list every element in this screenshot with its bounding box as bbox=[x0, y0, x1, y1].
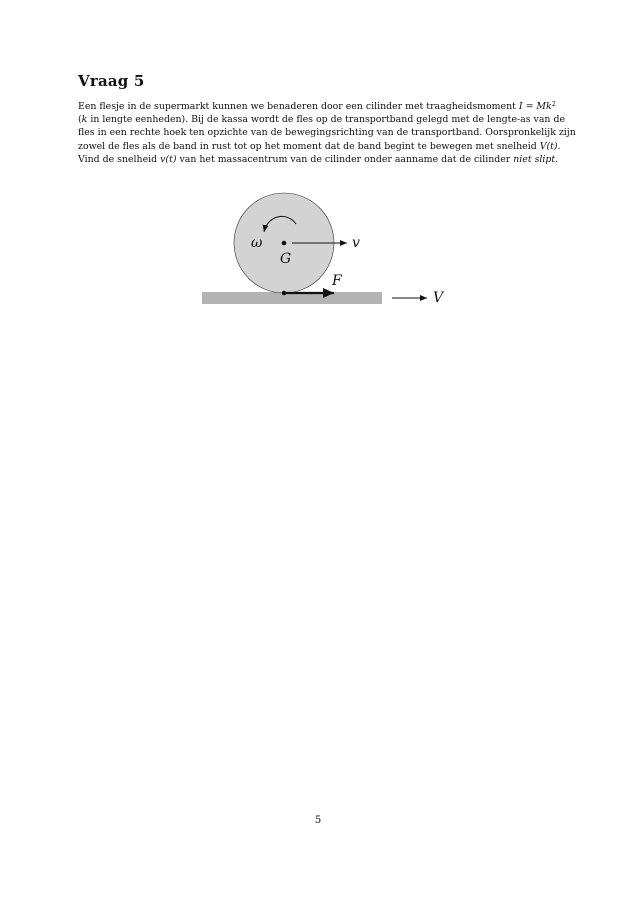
belt-speed-formula: V(t). bbox=[539, 140, 561, 152]
text-line-1-words: Een flesje in de supermarkt kunnen we benaderen door een cilinder met traagheidsmoment bbox=[78, 101, 519, 112]
g-label: G bbox=[280, 251, 292, 267]
no-slip-emphasis: niet slipt. bbox=[513, 153, 559, 165]
center-of-mass-dot bbox=[282, 241, 287, 246]
inertia-formula: I = Mk bbox=[518, 101, 552, 112]
inertia-exponent: 2 bbox=[551, 100, 556, 108]
v-label: v bbox=[352, 235, 360, 251]
text-line-2: (k in lengte eenheden). Bij de kassa wordt de fles op de transportband gelegd met de lengte-as van de bbox=[78, 114, 565, 126]
text-line-4 bbox=[78, 140, 560, 153]
big-v-label: V bbox=[433, 290, 444, 306]
page-number: 5 bbox=[314, 815, 322, 826]
text-line-5 bbox=[78, 153, 560, 166]
text-line-5-start: Vind de snelheid bbox=[78, 153, 161, 165]
text-line-2-words: in lengte eenheden). Bij de kassa wordt de fles op de transportband gelegd met de lengte-as van de bbox=[87, 114, 565, 126]
f-label: F bbox=[332, 273, 342, 289]
question-text bbox=[78, 100, 576, 166]
omega-label: ω bbox=[251, 235, 263, 251]
question-heading: Vraag 5 bbox=[78, 72, 145, 90]
k-symbol: k bbox=[81, 114, 88, 126]
text-line-1 bbox=[78, 100, 560, 113]
text-line-4-words: zowel de fles als de band in rust tot op het moment dat de band begint te bewegen met snelheid bbox=[78, 140, 540, 152]
cm-speed-formula: v(t) bbox=[160, 153, 177, 165]
text-line-3: fles in een rechte hoek ten opzichte van de bewegingsrichting van de transportband. Oorspronkelijk zijn bbox=[78, 127, 576, 139]
text-line-5-middle: van het massacentrum van de cilinder onder aanname dat de cilinder bbox=[176, 153, 514, 165]
cylinder-on-belt-figure bbox=[196, 188, 466, 318]
